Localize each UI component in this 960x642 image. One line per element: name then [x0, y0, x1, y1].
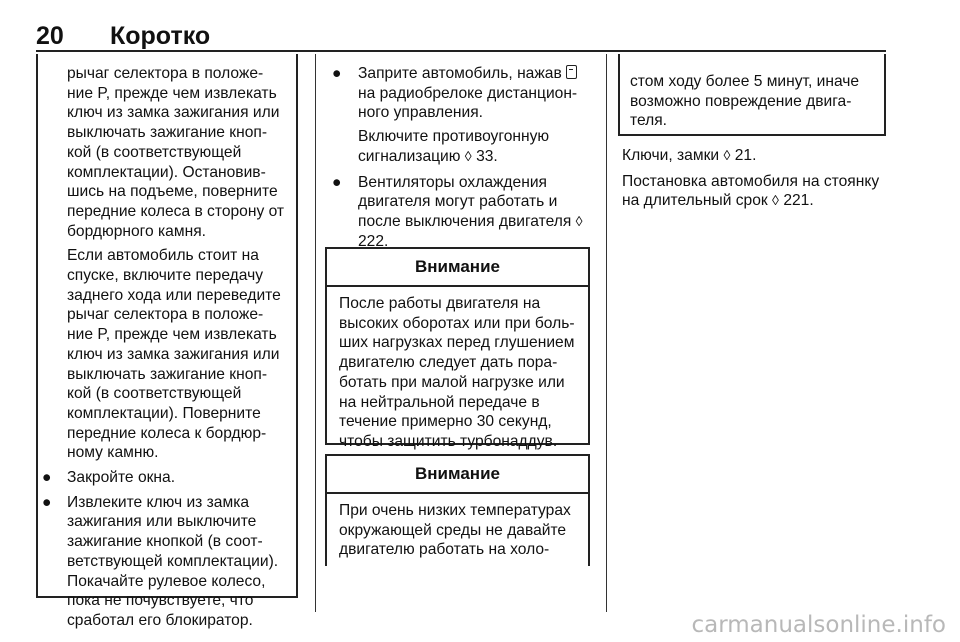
- page-header: [36, 18, 886, 52]
- header-rule: [36, 50, 886, 52]
- paragraph: Если автомобиль стоит на спуске, включите передачу заднего хода или переведите рычаг селектора в положе-ние P, прежде чем извлекать ключ из замка зажигания или выключать зажигание кноп-кой (в соответствующей комплектации). Поверните передние колеса к бордюр-ному камню.: [67, 247, 281, 462]
- column-divider: [315, 54, 316, 612]
- bullet-icon: ●: [332, 173, 342, 191]
- list-item-text: Заприте автомобиль, нажав: [358, 65, 562, 82]
- watermark: carmanualsonline.info: [691, 612, 946, 638]
- column-3: [622, 146, 888, 217]
- list-item: [332, 64, 590, 167]
- page-reference-icon: ◊: [723, 147, 731, 163]
- warning-title: Внимание: [327, 456, 588, 494]
- list-item: [42, 468, 286, 488]
- page-number: 20: [36, 22, 64, 50]
- paragraph: рычаг селектора в положе-ние P, прежде чем извлекать ключ из замка зажигания или выключать зажигание кноп-кой (в соответствующей комплектации). Остановив-шись на подъеме, поверните передние колеса в сторону от бордюрного камня.: [67, 65, 285, 240]
- warning-box: [325, 247, 590, 450]
- page-reference-icon: ◊: [464, 147, 472, 164]
- page-reference-icon: ◊: [575, 212, 583, 229]
- page-title: Коротко: [110, 22, 211, 50]
- bullet-icon: ●: [42, 493, 52, 511]
- warning-title: Внимание: [327, 249, 588, 287]
- warning-body: При очень низких температурах окружающей среды не давайте двигателю работать на холо-: [339, 502, 571, 559]
- column-2: [332, 64, 590, 256]
- lock-key-icon: [566, 65, 577, 79]
- list-item: [42, 493, 286, 631]
- page-reference-link[interactable]: 221.: [783, 192, 814, 210]
- page-reference-link[interactable]: 222.: [358, 232, 389, 250]
- warning-body: После работы двигателя на высоких оборотах или при боль-ших нагрузках перед глушением двигателю следует дать пора-ботать при малой нагрузке или на нейтральной передаче в течение примерно 30 секунд, чтобы защитить турбонаддув.: [339, 295, 575, 450]
- cross-reference: Ключи, замки ◊ 21.: [622, 147, 757, 164]
- bullet-icon: ●: [332, 65, 342, 82]
- warning-box-continuation: [36, 54, 298, 629]
- cross-reference: Постановка автомобиля на стоянку на длительный срок ◊ 221.: [622, 172, 880, 210]
- list-item-text: Закройте окна.: [67, 469, 176, 487]
- bullet-icon: ●: [42, 469, 52, 487]
- page-reference-icon: ◊: [772, 192, 779, 209]
- page-reference-link[interactable]: 21.: [734, 147, 757, 164]
- page-reference-link[interactable]: 33.: [476, 147, 498, 165]
- list-item: [332, 173, 590, 252]
- list-item-text: Извлеките ключ из замка зажигания или выключите зажигание кнопкой (в соот-ветствующей комплектации). Покачайте рулевое колесо, пока не почувствуете, что сработал его блокиратор.: [67, 493, 279, 629]
- warning-box: [325, 454, 590, 566]
- list-item-text: на радиобрелоке дистанцион-ного управления.: [358, 84, 578, 122]
- list-item-text: Вентиляторы охлаждения двигателя могут работать и после выключения двигателя: [358, 173, 572, 230]
- column-divider: [606, 54, 607, 612]
- warning-box-continuation: стом ходу более 5 минут, иначе возможно повреждение двига-теля.: [618, 54, 886, 136]
- sub-paragraph: Включите противоугонную сигнализацию ◊ 33.: [358, 128, 550, 165]
